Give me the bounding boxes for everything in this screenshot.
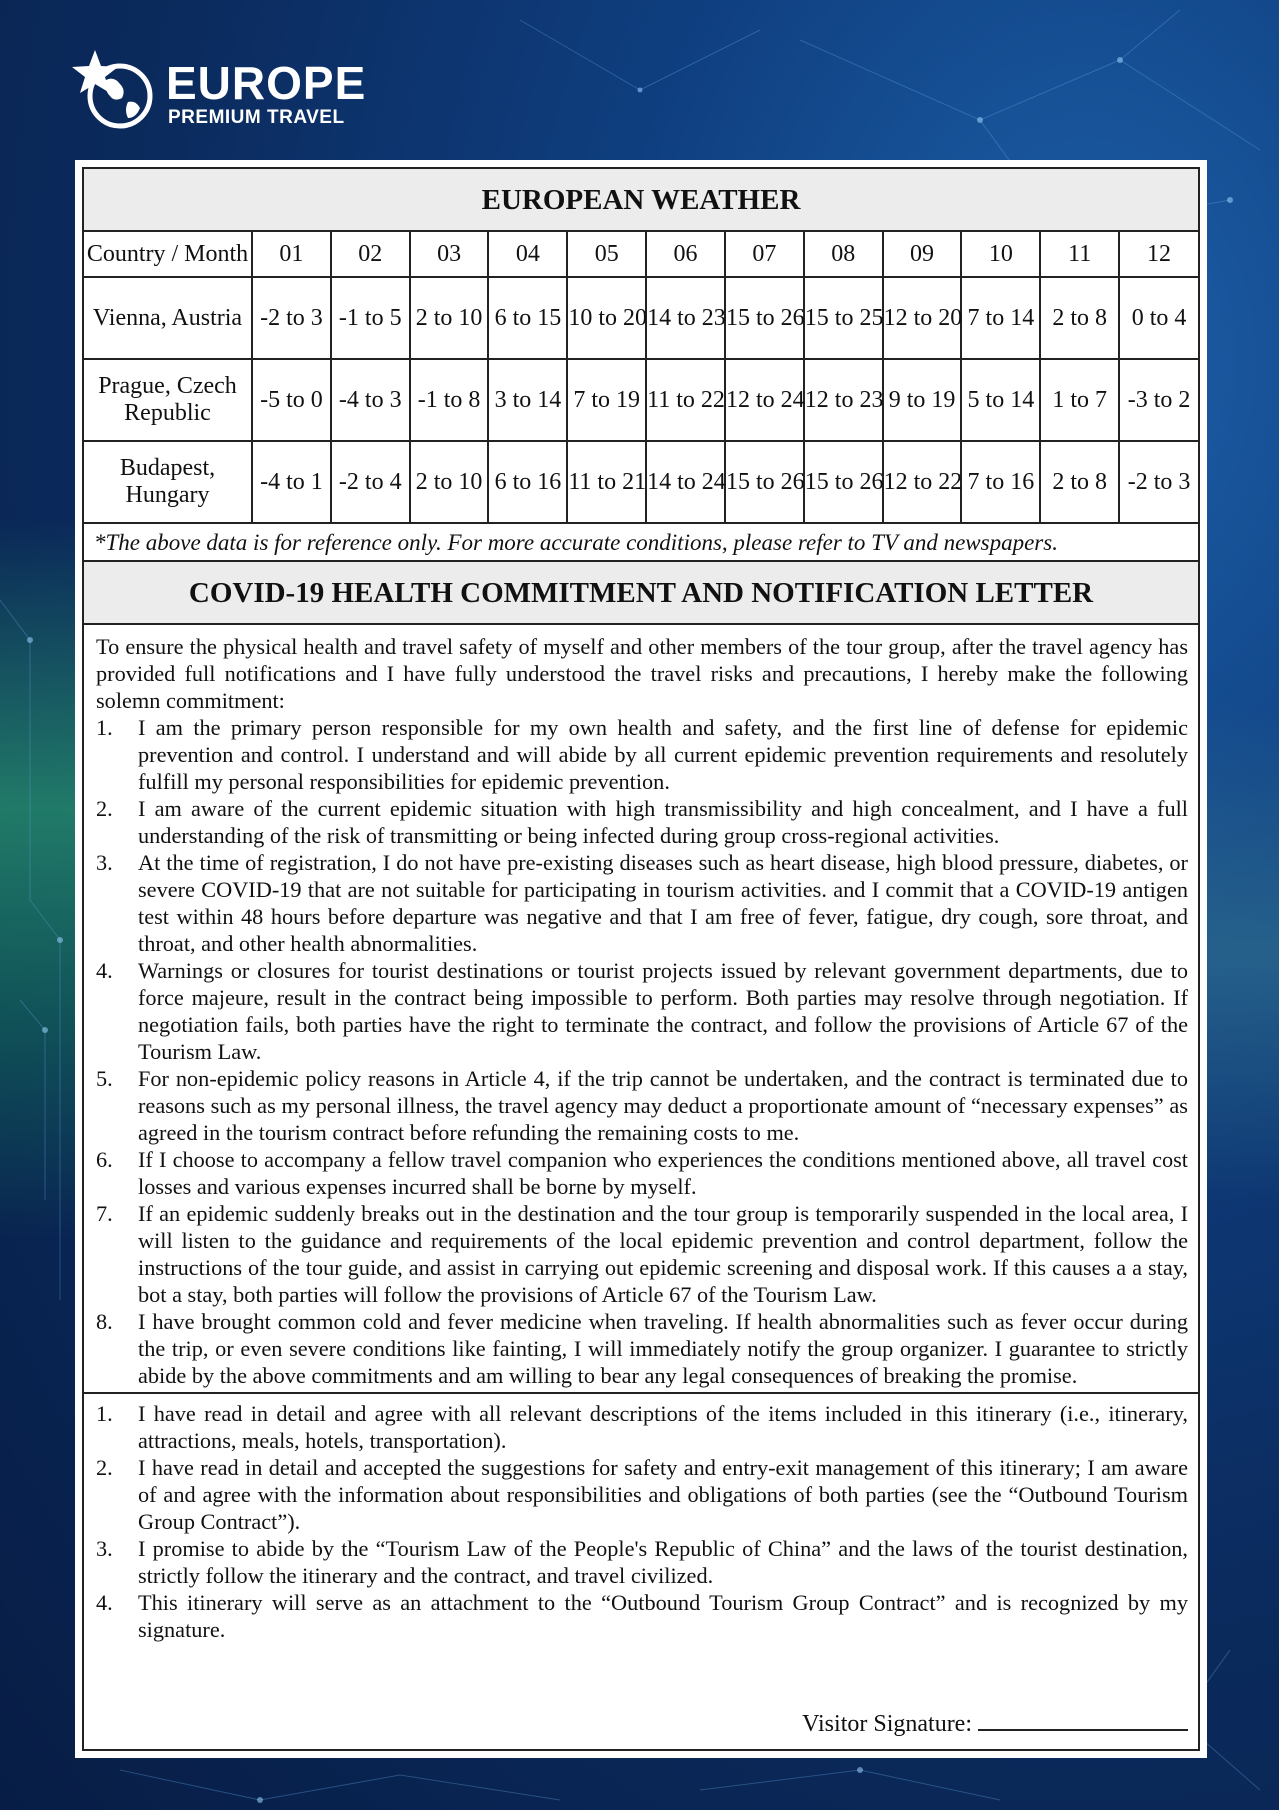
commitment-item-text: I am the primary person responsible for my own health and safety, and the first line of defense for epidemic prevention and control. I understand and will abide by all current epidemic prevention requirements and resolutely fulfill my personal responsibilities for epidemic prevention. [138,715,1188,794]
temperature-cell: -2 to 3 [1119,441,1198,523]
temperature-cell: -5 to 0 [252,359,331,441]
header-cell-country: Country / Month [84,232,252,277]
commitment-item [96,849,1188,957]
city-cell: Prague, Czech Republic [84,359,252,441]
header-cell-month: 06 [646,232,725,277]
commitment-item-text: If I choose to accompany a fellow travel companion who experiences the conditions mentioned above, all travel cost losses and various expenses incurred shall be borne by myself. [138,1147,1188,1199]
commitment-item-text: I have brought common cold and fever medicine when traveling. If health abnormalities such as fever occur during the trip, or even severe conditions like fainting, I will immediately notify the group organizer. I guarantee to strictly abide by the above commitments and am willing to bear any legal consequences of breaking the promise. [138,1309,1188,1388]
temperature-cell: 12 to 20 [883,277,962,359]
temperature-cell: -3 to 2 [1119,359,1198,441]
temperature-cell: 15 to 25 [804,277,883,359]
weather-note: *The above data is for reference only. For more accurate conditions, please refer to TV and newspapers. [84,524,1198,562]
header-cell-month: 04 [488,232,567,277]
commitment-item [96,1308,1188,1389]
agreement-list [96,1400,1188,1643]
agreement-item-number: 1. [96,1401,113,1426]
header-cell-month: 09 [883,232,962,277]
visitor-signature [802,1707,1188,1739]
globe-star-icon [70,46,160,136]
temperature-cell: 7 to 16 [961,441,1040,523]
temperature-cell: 9 to 19 [883,359,962,441]
agreement-item-text: This itinerary will serve as an attachment to the “Outbound Tourism Group Contract” and is recognized by my signature. [138,1590,1188,1642]
commitment-item-number: 4. [96,958,113,983]
commitment-item [96,957,1188,1065]
temperature-cell: 12 to 22 [883,441,962,523]
commitment-section [84,625,1198,1394]
header-cell-month: 12 [1119,232,1198,277]
temperature-cell: 15 to 26 [725,441,804,523]
agreement-item-number: 4. [96,1590,113,1615]
temperature-cell: 14 to 23 [646,277,725,359]
commitment-item-number: 6. [96,1147,113,1172]
temperature-cell: 2 to 8 [1040,277,1119,359]
signature-label: Visitor Signature: [802,1711,972,1737]
temperature-cell: 2 to 10 [410,277,489,359]
agreement-item-text: I have read in detail and agree with all relevant descriptions of the items included in this itinerary (i.e., itinerary, attractions, meals, hotels, transportation). [138,1401,1188,1453]
commitment-item [96,795,1188,849]
agreement-item-text: I promise to abide by the “Tourism Law of the People's Republic of China” and the laws of the tourist destination, strictly follow the itinerary and the contract, and travel civilized. [138,1536,1188,1588]
commitment-item [96,1200,1188,1308]
agreement-item-number: 2. [96,1455,113,1480]
brand-tagline: PREMIUM TRAVEL [168,107,345,128]
temperature-cell: -2 to 4 [331,441,410,523]
commitment-item-text: For non-epidemic policy reasons in Article 4, if the trip cannot be undertaken, and the contract is terminated due to reasons such as my personal illness, the travel agency may deduct a proportionate amount of “necessary expenses” as agreed in the tourism contract before refunding the remaining costs to me. [138,1066,1188,1145]
commitment-item-text: Warnings or closures for tourist destinations or tourist projects issued by relevant government departments, due to force majeure, result in the contract being impossible to perform. Both parties may resolve through negotiation. If negotiation fails, both parties have the right to terminate the contract, and follow the provisions of Article 67 of the Tourism Law. [138,958,1188,1064]
header-cell-month: 07 [725,232,804,277]
document-frame [82,167,1200,1751]
weather-table [84,232,1198,524]
commitment-item-number: 1. [96,715,113,740]
commitment-item-number: 5. [96,1066,113,1091]
temperature-cell: 3 to 14 [488,359,567,441]
commitment-item-text: At the time of registration, I do not have pre-existing diseases such as heart disease, high blood pressure, diabetes, or severe COVID-19 that are not suitable for participating in tourism activities. and I commit that a COVID-19 antigen test within 48 hours before departure was negative and that I am free of fever, fatigue, dry cough, sore throat, and throat, and other health abnormalities. [138,850,1188,956]
commitment-item-text: If an epidemic suddenly breaks out in the destination and the tour group is temporarily suspended in the local area, I will listen to the guidance and requirements of the local epidemic prevention and control department, follow the instructions of the tour guide, and assist in carrying out epidemic screening and disposal work. If this causes a a stay, bot a stay, both parties will follow the provisions of Article 67 of the Tourism Law. [138,1201,1188,1307]
temperature-cell: 6 to 15 [488,277,567,359]
weather-title: EUROPEAN WEATHER [84,169,1198,232]
header-cell-month: 08 [804,232,883,277]
temperature-cell: 12 to 23 [804,359,883,441]
temperature-cell: 10 to 20 [567,277,646,359]
commitment-intro: To ensure the physical health and travel safety of myself and other members of the tour group, after the travel agency has provided full notifications and I have fully understood the travel risks and precautions, I hereby make the following solemn commitment: [96,634,1188,713]
weather-row [84,277,1198,359]
temperature-cell: 7 to 19 [567,359,646,441]
temperature-cell: 15 to 26 [725,277,804,359]
temperature-cell: -1 to 8 [410,359,489,441]
agreement-item [96,1454,1188,1535]
agreement-item [96,1535,1188,1589]
temperature-cell: 11 to 22 [646,359,725,441]
header-cell-month: 02 [331,232,410,277]
temperature-cell: 7 to 14 [961,277,1040,359]
temperature-cell: 11 to 21 [567,441,646,523]
brand-name: EUROPE [166,57,367,109]
brand-logo [70,46,370,136]
temperature-cell: -2 to 3 [252,277,331,359]
commitment-item-text: I am aware of the current epidemic situation with high transmissibility and high concealment, and I have a full understanding of the risk of transmitting or being infected during group cross-regional activities. [138,796,1188,848]
weather-row [84,359,1198,441]
agreement-item-text: I have read in detail and accepted the suggestions for safety and entry-exit management of this itinerary; I am aware of and agree with the information about responsibilities and obligations of both parties (see the “Outbound Tourism Group Contract”). [138,1455,1188,1534]
commitment-item-number: 7. [96,1201,113,1226]
temperature-cell: 14 to 24 [646,441,725,523]
header-cell-month: 11 [1040,232,1119,277]
commitment-item [96,1065,1188,1146]
commitment-item [96,714,1188,795]
agreement-item-number: 3. [96,1536,113,1561]
agreement-item [96,1400,1188,1454]
covid-title: COVID-19 HEALTH COMMITMENT AND NOTIFICATION LETTER [84,562,1198,625]
temperature-cell: 2 to 10 [410,441,489,523]
commitment-item-number: 2. [96,796,113,821]
agreement-item [96,1589,1188,1643]
header-cell-month: 05 [567,232,646,277]
city-cell: Budapest, Hungary [84,441,252,523]
document-panel [75,160,1207,1758]
temperature-cell: 15 to 26 [804,441,883,523]
temperature-cell: -4 to 3 [331,359,410,441]
city-cell: Vienna, Austria [84,277,252,359]
temperature-cell: 12 to 24 [725,359,804,441]
temperature-cell: -4 to 1 [252,441,331,523]
temperature-cell: 2 to 8 [1040,441,1119,523]
signature-line[interactable] [978,1707,1188,1731]
header-cell-month: 03 [410,232,489,277]
agreement-section [84,1394,1198,1643]
temperature-cell: 5 to 14 [961,359,1040,441]
commitment-list [96,714,1188,1389]
temperature-cell: 0 to 4 [1119,277,1198,359]
header-cell-month: 01 [252,232,331,277]
commitment-item-number: 8. [96,1309,113,1334]
header-cell-month: 10 [961,232,1040,277]
weather-row [84,441,1198,523]
commitment-item [96,1146,1188,1200]
commitment-item-number: 3. [96,850,113,875]
temperature-cell: 1 to 7 [1040,359,1119,441]
weather-header-row [84,232,1198,277]
temperature-cell: -1 to 5 [331,277,410,359]
temperature-cell: 6 to 16 [488,441,567,523]
